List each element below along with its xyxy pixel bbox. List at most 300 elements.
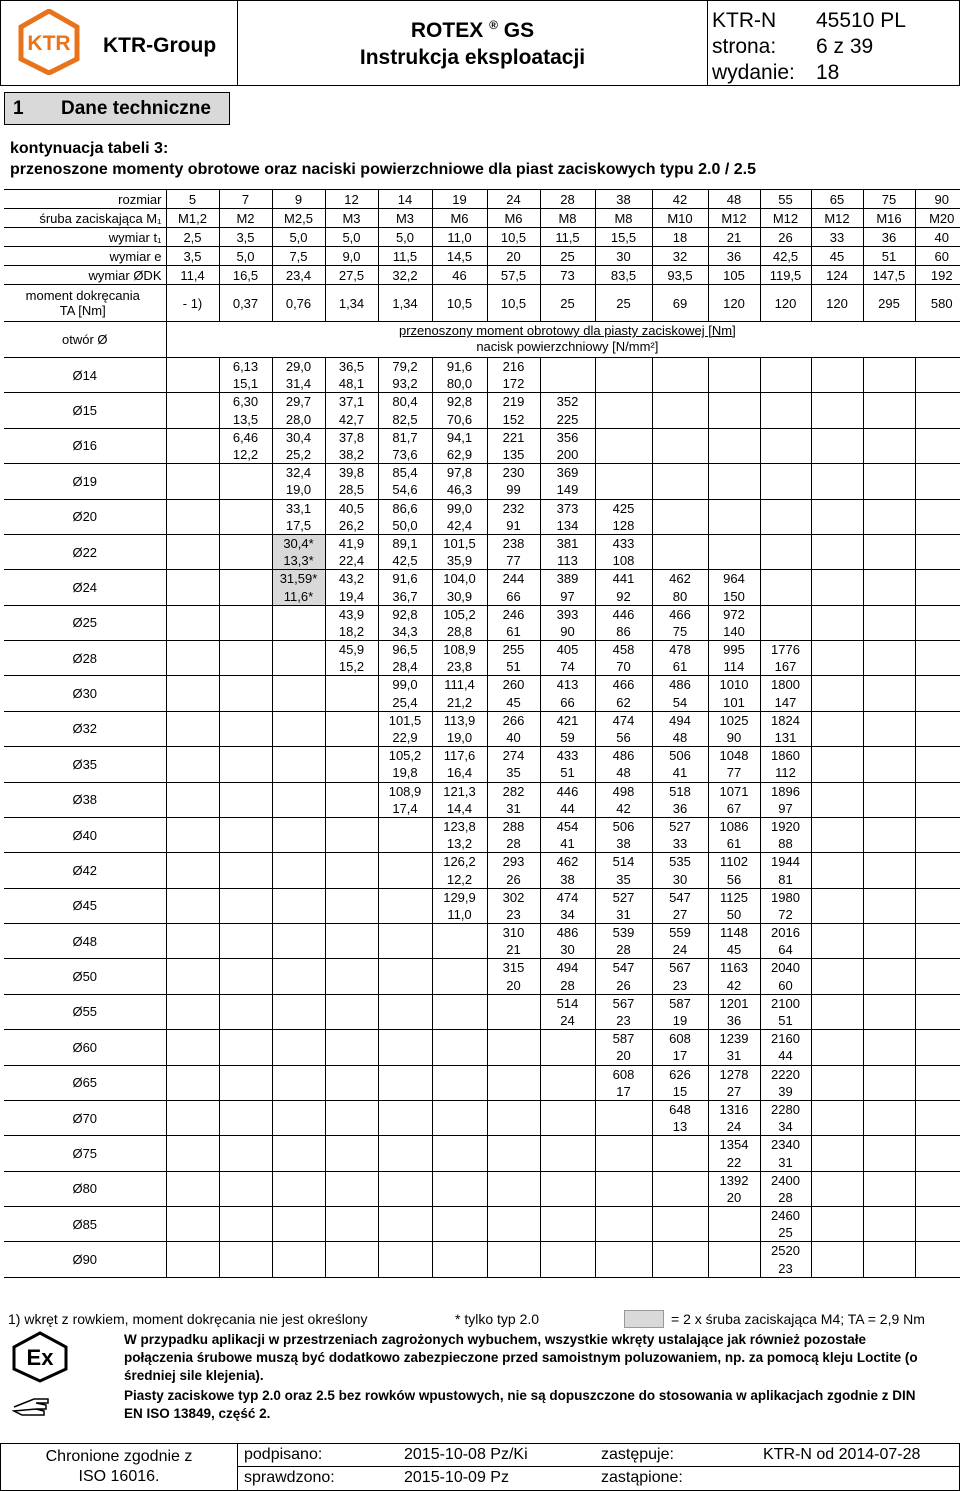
- spec-cell: 65: [811, 190, 863, 209]
- empty-cell: [166, 764, 219, 782]
- empty-cell: [166, 1012, 219, 1030]
- torque-value: 33,1: [272, 499, 325, 517]
- empty-cell: [166, 747, 219, 765]
- empty-cell: [540, 1260, 595, 1278]
- empty-cell: [166, 481, 219, 499]
- empty-cell: [378, 1100, 432, 1118]
- torque-value: 40,5: [325, 499, 378, 517]
- empty-cell: [487, 994, 540, 1012]
- torque-value: 486: [540, 924, 595, 942]
- torque-value: 105,2: [432, 605, 487, 623]
- empty-cell: [432, 924, 487, 942]
- bore-size-label: Ø70: [4, 1100, 166, 1135]
- empty-cell: [219, 1012, 272, 1030]
- empty-cell: [708, 534, 760, 552]
- spec-cell: 9: [272, 190, 325, 209]
- protection-note-2: ISO 16016.: [78, 1468, 160, 1485]
- bore-size-label: Ø38: [4, 782, 166, 817]
- empty-cell: [166, 1136, 219, 1154]
- empty-cell: [652, 1171, 708, 1189]
- empty-cell: [915, 676, 960, 694]
- empty-cell: [595, 375, 652, 393]
- pressure-value: 51: [487, 658, 540, 676]
- pressure-value: 135: [487, 446, 540, 464]
- empty-cell: [863, 1207, 915, 1225]
- torque-value: 425: [595, 499, 652, 517]
- empty-cell: [540, 1171, 595, 1189]
- empty-cell: [487, 1242, 540, 1260]
- torque-value: 393: [540, 605, 595, 623]
- empty-cell: [863, 835, 915, 853]
- torque-value: 274: [487, 747, 540, 765]
- torque-value: 108,9: [378, 782, 432, 800]
- empty-cell: [219, 517, 272, 535]
- empty-cell: [540, 1153, 595, 1171]
- spec-row-label: wymiar e: [109, 248, 162, 264]
- pressure-value: 108: [595, 552, 652, 570]
- empty-cell: [915, 1083, 960, 1101]
- pressure-value: 18,2: [325, 623, 378, 641]
- empty-cell: [166, 464, 219, 482]
- empty-cell: [272, 924, 325, 942]
- spec-cell: 30: [595, 247, 652, 266]
- empty-cell: [432, 1030, 487, 1048]
- bore-size-label: Ø90: [4, 1242, 166, 1277]
- torque-value: 458: [595, 641, 652, 659]
- empty-cell: [595, 1171, 652, 1189]
- empty-cell: [378, 888, 432, 906]
- empty-cell: [760, 534, 811, 552]
- spec-cell: 11,0: [432, 228, 487, 247]
- empty-cell: [166, 835, 219, 853]
- empty-cell: [272, 1153, 325, 1171]
- torque-value: 1163: [708, 959, 760, 977]
- pressure-value: 51: [540, 764, 595, 782]
- torque-value: 221: [487, 428, 540, 446]
- torque-value: 30,4: [272, 428, 325, 446]
- spec-cell: 36: [708, 247, 760, 266]
- spec-cell: 12: [325, 190, 378, 209]
- torque-value: 39,8: [325, 464, 378, 482]
- empty-cell: [811, 817, 863, 835]
- pressure-value: 38: [595, 835, 652, 853]
- pressure-value: 17: [595, 1083, 652, 1101]
- pressure-value: 22,4: [325, 552, 378, 570]
- bore-row: [4, 641, 960, 659]
- pressure-value: 17: [652, 1047, 708, 1065]
- pressure-value: 86: [595, 623, 652, 641]
- empty-cell: [219, 977, 272, 995]
- empty-cell: [708, 1242, 760, 1260]
- pressure-value: 13,2: [432, 835, 487, 853]
- empty-cell: [915, 711, 960, 729]
- pressure-value: 77: [487, 552, 540, 570]
- empty-cell: [219, 817, 272, 835]
- pressure-value: 80,0: [432, 375, 487, 393]
- bore-row: [4, 994, 960, 1012]
- torque-value: 527: [652, 817, 708, 835]
- pressure-value: 42: [595, 800, 652, 818]
- spec-cell: 11,4: [166, 266, 219, 285]
- empty-cell: [915, 729, 960, 747]
- empty-cell: [219, 764, 272, 782]
- torque-value: 266: [487, 711, 540, 729]
- empty-cell: [595, 1207, 652, 1225]
- bore-size-label: Ø50: [4, 959, 166, 994]
- empty-cell: [863, 1083, 915, 1101]
- bore-row: [4, 747, 960, 765]
- empty-cell: [915, 817, 960, 835]
- empty-cell: [652, 358, 708, 376]
- replaces-value: KTR-N od 2014-07-28: [763, 1446, 921, 1463]
- empty-cell: [811, 694, 863, 712]
- replaced-label: zastąpione:: [601, 1469, 683, 1486]
- empty-cell: [811, 623, 863, 641]
- empty-cell: [540, 1030, 595, 1048]
- empty-cell: [219, 481, 272, 499]
- svg-text:KTR: KTR: [27, 32, 71, 55]
- empty-cell: [166, 711, 219, 729]
- torque-value: 2280: [760, 1100, 811, 1118]
- torque-value: 1025: [708, 711, 760, 729]
- torque-value: 441: [595, 570, 652, 588]
- empty-cell: [811, 782, 863, 800]
- checked-label: sprawdzono:: [244, 1469, 335, 1486]
- empty-cell: [166, 1242, 219, 1260]
- torque-value: 99,0: [432, 499, 487, 517]
- pressure-value: 26,2: [325, 517, 378, 535]
- empty-cell: [325, 994, 378, 1012]
- empty-cell: [378, 906, 432, 924]
- empty-cell: [487, 1260, 540, 1278]
- empty-cell: [760, 623, 811, 641]
- pressure-value: 28: [540, 977, 595, 995]
- empty-cell: [915, 1171, 960, 1189]
- bore-row: [4, 1100, 960, 1118]
- empty-cell: [219, 1171, 272, 1189]
- empty-cell: [325, 1012, 378, 1030]
- spec-cell: 21: [708, 228, 760, 247]
- empty-cell: [219, 1207, 272, 1225]
- product-title: ROTEX ® GS: [410, 18, 535, 42]
- torque-value: 466: [595, 676, 652, 694]
- empty-cell: [540, 1242, 595, 1260]
- empty-cell: [378, 994, 432, 1012]
- pressure-value: 152: [487, 411, 540, 429]
- bore-row: [4, 534, 960, 552]
- pressure-value: 147: [760, 694, 811, 712]
- spec-cell: 15,5: [595, 228, 652, 247]
- empty-cell: [863, 1012, 915, 1030]
- empty-cell: [863, 517, 915, 535]
- empty-cell: [272, 1207, 325, 1225]
- empty-cell: [915, 1065, 960, 1083]
- pressure-value: 30,9: [432, 587, 487, 605]
- spec-row-label: rozmiar: [118, 191, 162, 207]
- bore-size-label: Ø80: [4, 1171, 166, 1206]
- bore-size-label: Ø32: [4, 711, 166, 746]
- bore-size-label: Ø65: [4, 1065, 166, 1100]
- torque-value: 2460: [760, 1207, 811, 1225]
- empty-cell: [811, 1100, 863, 1118]
- torque-value: 2520: [760, 1242, 811, 1260]
- torque-value: 587: [652, 994, 708, 1012]
- empty-cell: [652, 1207, 708, 1225]
- empty-cell: [811, 764, 863, 782]
- torque-value: 486: [595, 747, 652, 765]
- empty-cell: [166, 1100, 219, 1118]
- empty-cell: [378, 977, 432, 995]
- torque-value: 474: [595, 711, 652, 729]
- empty-cell: [708, 446, 760, 464]
- spec-cell: 55: [760, 190, 811, 209]
- empty-cell: [487, 1083, 540, 1101]
- pressure-value: 60: [760, 977, 811, 995]
- empty-cell: [219, 694, 272, 712]
- empty-cell: [166, 853, 219, 871]
- spec-cell: 124: [811, 266, 863, 285]
- empty-cell: [378, 1242, 432, 1260]
- empty-cell: [219, 534, 272, 552]
- empty-cell: [863, 1118, 915, 1136]
- torque-value: 462: [652, 570, 708, 588]
- spec-cell: 16,5: [219, 266, 272, 285]
- empty-cell: [863, 623, 915, 641]
- empty-cell: [811, 499, 863, 517]
- spec-cell: M6: [487, 209, 540, 228]
- torque-value: 1048: [708, 747, 760, 765]
- torque-value: 1776: [760, 641, 811, 659]
- empty-cell: [915, 1100, 960, 1118]
- empty-cell: [863, 729, 915, 747]
- empty-cell: [811, 1136, 863, 1154]
- torque-value: 356: [540, 428, 595, 446]
- empty-cell: [272, 605, 325, 623]
- empty-cell: [811, 552, 863, 570]
- torque-value: 1354: [708, 1136, 760, 1154]
- empty-cell: [325, 888, 378, 906]
- empty-cell: [325, 941, 378, 959]
- bore-size-label: Ø75: [4, 1136, 166, 1171]
- torque-cell: 0,76: [272, 285, 325, 322]
- empty-cell: [378, 1065, 432, 1083]
- torque-value: 518: [652, 782, 708, 800]
- spec-cell: 192: [915, 266, 960, 285]
- empty-cell: [915, 428, 960, 446]
- spec-row: [4, 228, 960, 247]
- empty-cell: [863, 870, 915, 888]
- empty-cell: [760, 375, 811, 393]
- empty-cell: [595, 1136, 652, 1154]
- torque-value: 230: [487, 464, 540, 482]
- spec-cell: 10,5: [487, 228, 540, 247]
- empty-cell: [325, 1047, 378, 1065]
- spec-cell: M6: [432, 209, 487, 228]
- empty-cell: [325, 1100, 378, 1118]
- empty-cell: [863, 605, 915, 623]
- torque-value: 1316: [708, 1100, 760, 1118]
- pressure-value: 28,5: [325, 481, 378, 499]
- pressure-value: 28,0: [272, 411, 325, 429]
- empty-cell: [811, 1171, 863, 1189]
- empty-cell: [166, 499, 219, 517]
- spec-cell: 48: [708, 190, 760, 209]
- empty-cell: [325, 1260, 378, 1278]
- empty-cell: [863, 906, 915, 924]
- empty-cell: [219, 729, 272, 747]
- torque-value: 995: [708, 641, 760, 659]
- torque-value: 506: [652, 747, 708, 765]
- torque-value: 310: [487, 924, 540, 942]
- empty-cell: [325, 817, 378, 835]
- empty-cell: [325, 1083, 378, 1101]
- empty-cell: [863, 428, 915, 446]
- empty-cell: [219, 853, 272, 871]
- torque-value: 369: [540, 464, 595, 482]
- empty-cell: [811, 641, 863, 659]
- torque-value: 1824: [760, 711, 811, 729]
- empty-cell: [811, 835, 863, 853]
- footnote-gray: = 2 x śruba zaciskająca M4; TA = 2,9 Nm: [671, 1311, 925, 1327]
- empty-cell: [863, 358, 915, 376]
- pressure-value: 73,6: [378, 446, 432, 464]
- torque-value: 6,13: [219, 358, 272, 376]
- pressure-value: 17,5: [272, 517, 325, 535]
- spec-cell: 26: [760, 228, 811, 247]
- torque-value: 117,6: [432, 747, 487, 765]
- torque-value: 1980: [760, 888, 811, 906]
- spec-cell: 147,5: [863, 266, 915, 285]
- pressure-value: 97: [540, 587, 595, 605]
- empty-cell: [811, 747, 863, 765]
- empty-cell: [487, 1012, 540, 1030]
- empty-cell: [863, 1242, 915, 1260]
- spec-row: [4, 247, 960, 266]
- empty-cell: [219, 1242, 272, 1260]
- empty-cell: [272, 1242, 325, 1260]
- empty-cell: [863, 393, 915, 411]
- spec-cell: 45: [811, 247, 863, 266]
- empty-cell: [915, 1224, 960, 1242]
- empty-cell: [325, 694, 378, 712]
- empty-cell: [595, 358, 652, 376]
- bore-size-label: Ø15: [4, 393, 166, 428]
- bore-size-label: Ø42: [4, 853, 166, 888]
- empty-cell: [595, 1260, 652, 1278]
- empty-cell: [708, 1260, 760, 1278]
- pressure-value: 50: [708, 906, 760, 924]
- empty-cell: [811, 906, 863, 924]
- torque-value: 92,8: [432, 393, 487, 411]
- hint-note: Piasty zaciskowe typ 2.0 oraz 2.5 bez rowków wpustowych, nie są dopuszczone do stosowania w aplikacjach zgodnie z DIN EN ISO 13849, część 2.: [124, 1388, 916, 1421]
- empty-cell: [915, 782, 960, 800]
- torque-value: 433: [595, 534, 652, 552]
- spec-cell: 119,5: [760, 266, 811, 285]
- torque-cell: 10,5: [432, 285, 487, 322]
- spec-cell: 5,0: [378, 228, 432, 247]
- empty-cell: [760, 358, 811, 376]
- empty-cell: [166, 870, 219, 888]
- torque-value: 302: [487, 888, 540, 906]
- empty-cell: [219, 1189, 272, 1207]
- empty-cell: [219, 835, 272, 853]
- empty-cell: [219, 1100, 272, 1118]
- pressure-value: 150: [708, 587, 760, 605]
- empty-cell: [708, 464, 760, 482]
- pressure-value: 26: [487, 870, 540, 888]
- bore-row: [4, 782, 960, 800]
- empty-cell: [652, 534, 708, 552]
- edition-number: 18: [816, 61, 840, 84]
- torque-value: 89,1: [378, 534, 432, 552]
- empty-cell: [652, 411, 708, 429]
- pressure-value: 97: [760, 800, 811, 818]
- torque-value: 587: [595, 1030, 652, 1048]
- empty-cell: [487, 1136, 540, 1154]
- empty-cell: [708, 552, 760, 570]
- pressure-value: 66: [540, 694, 595, 712]
- empty-cell: [272, 1030, 325, 1048]
- torque-value: 535: [652, 853, 708, 871]
- pressure-value: 16,4: [432, 764, 487, 782]
- empty-cell: [325, 711, 378, 729]
- empty-cell: [432, 1242, 487, 1260]
- spec-cell: 42,5: [760, 247, 811, 266]
- spec-row: [4, 266, 960, 285]
- pressure-value: 31,4: [272, 375, 325, 393]
- empty-cell: [863, 1171, 915, 1189]
- torque-value: 567: [595, 994, 652, 1012]
- empty-cell: [708, 428, 760, 446]
- empty-cell: [708, 1224, 760, 1242]
- bore-row: [4, 1030, 960, 1048]
- empty-cell: [166, 570, 219, 588]
- spec-cell: 3,5: [166, 247, 219, 266]
- empty-cell: [811, 1260, 863, 1278]
- pressure-value: 54,6: [378, 481, 432, 499]
- empty-cell: [219, 464, 272, 482]
- empty-cell: [760, 499, 811, 517]
- empty-cell: [325, 1065, 378, 1083]
- bore-size-label: Ø40: [4, 817, 166, 852]
- torque-value: 474: [540, 888, 595, 906]
- spec-cell: M8: [540, 209, 595, 228]
- pressure-value: 12,2: [432, 870, 487, 888]
- torque-value: 466: [652, 605, 708, 623]
- empty-cell: [915, 1136, 960, 1154]
- bore-row: [4, 393, 960, 411]
- pressure-value: 30: [540, 941, 595, 959]
- page-header: [0, 0, 960, 86]
- empty-cell: [540, 1100, 595, 1118]
- pressure-value: 22: [708, 1153, 760, 1171]
- torque-value: 498: [595, 782, 652, 800]
- empty-cell: [811, 570, 863, 588]
- torque-value: 96,5: [378, 641, 432, 659]
- pressure-value: 51: [760, 1012, 811, 1030]
- empty-cell: [540, 1065, 595, 1083]
- empty-cell: [325, 1189, 378, 1207]
- spec-cell: 5,0: [272, 228, 325, 247]
- empty-cell: [219, 1118, 272, 1136]
- torque-value: 108,9: [432, 641, 487, 659]
- spec-cell: 19: [432, 190, 487, 209]
- empty-cell: [811, 977, 863, 995]
- torque-cell: 295: [863, 285, 915, 322]
- signed-value: 2015-10-08 Pz/Ki: [404, 1446, 528, 1463]
- torque-value: 506: [595, 817, 652, 835]
- torque-cell: 69: [652, 285, 708, 322]
